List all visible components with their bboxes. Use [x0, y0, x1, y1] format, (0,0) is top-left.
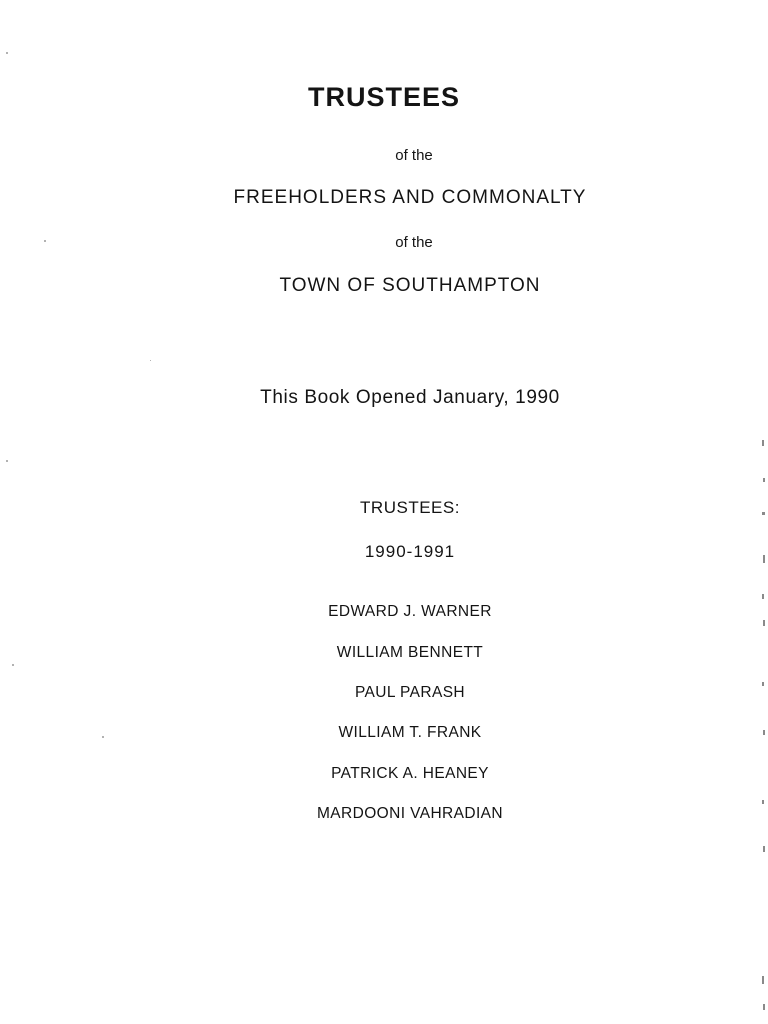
- scan-edge-mark: [763, 730, 765, 735]
- document-title: TRUSTEES: [307, 82, 461, 112]
- trustee-name: EDWARD J. WARNER: [328, 603, 492, 620]
- scan-edge-mark: [763, 478, 765, 482]
- scan-speck: [6, 460, 8, 462]
- scan-edge-mark: [762, 512, 765, 515]
- scan-speck: [102, 736, 104, 738]
- scan-edge-mark: [763, 1004, 765, 1010]
- scan-edge-mark: [762, 594, 764, 599]
- trustee-name: WILLIAM BENNETT: [336, 644, 484, 661]
- book-opened-line: This Book Opened January, 1990: [260, 387, 560, 408]
- scan-edge-mark: [763, 846, 765, 852]
- scan-edge-mark: [762, 800, 764, 804]
- trustee-name: WILLIAM T. FRANK: [338, 724, 482, 741]
- trustee-name: MARDOONI VAHRADIAN: [316, 805, 504, 822]
- trustee-name: PATRICK A. HEANEY: [331, 765, 489, 782]
- town-line: TOWN OF SOUTHAMPTON: [279, 275, 541, 296]
- scan-speck: [150, 360, 151, 361]
- scan-edge-mark: [763, 555, 765, 563]
- term-years: 1990-1991: [364, 542, 456, 561]
- scan-speck: [12, 664, 14, 666]
- trustee-name: PAUL PARASH: [354, 684, 466, 701]
- scan-speck: [6, 52, 8, 54]
- scan-edge-mark: [762, 682, 764, 686]
- trustees-heading: TRUSTEES:: [360, 498, 460, 517]
- of-the-line-2: of the: [395, 234, 433, 251]
- scan-edge-mark: [763, 620, 765, 626]
- freeholders-line: FREEHOLDERS AND COMMONALTY: [233, 187, 587, 208]
- of-the-line-1: of the: [395, 147, 433, 164]
- scan-speck: [44, 240, 46, 242]
- scan-edge-mark: [762, 976, 764, 984]
- scan-edge-mark: [762, 440, 764, 446]
